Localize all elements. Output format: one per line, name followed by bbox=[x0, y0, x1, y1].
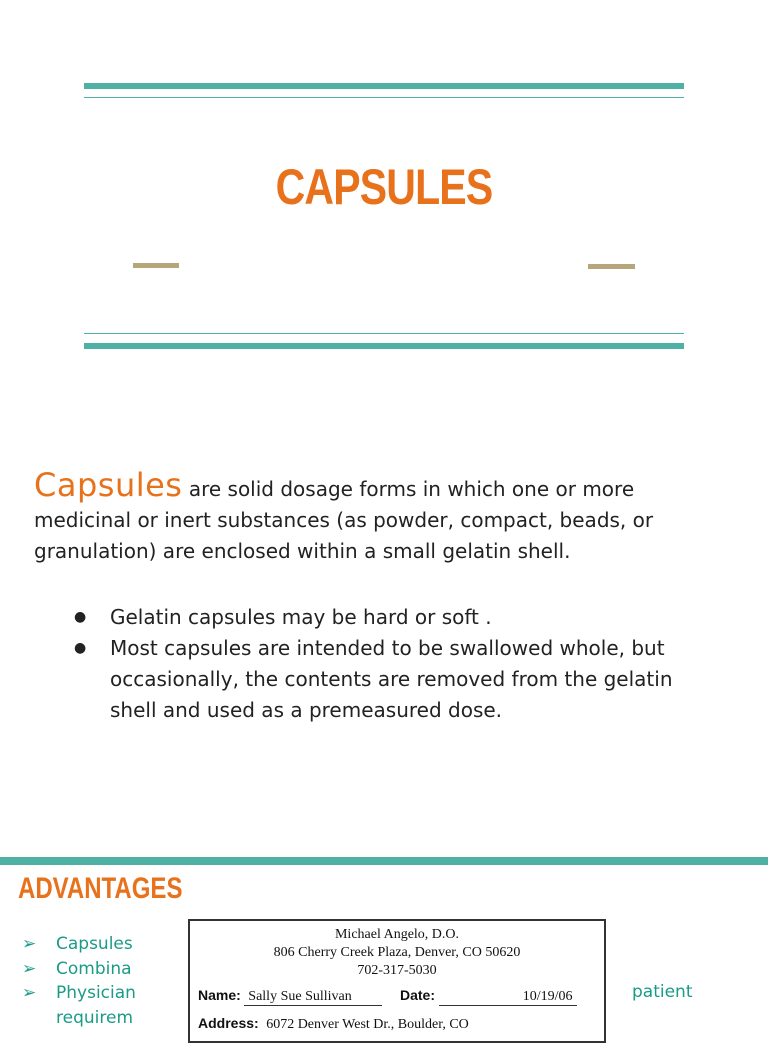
right-dash bbox=[588, 264, 635, 269]
bottom-rule-thick bbox=[84, 343, 684, 349]
address-value: 6072 Denver West Dr., Boulder, CO bbox=[266, 1017, 469, 1032]
list-item bbox=[22, 981, 136, 1006]
date-label: Date: bbox=[400, 987, 436, 1003]
prescription-form bbox=[188, 919, 606, 1043]
top-rule-thin bbox=[84, 97, 684, 98]
bottom-rule-thin bbox=[84, 333, 684, 334]
advantages-title: ADVANTAGES bbox=[18, 872, 183, 905]
list-item-continuation: requirem bbox=[56, 1007, 133, 1028]
date-value: 10/19/06 bbox=[439, 989, 577, 1006]
slide-title: CAPSULES bbox=[275, 159, 493, 215]
bullet-item: ● Most capsules are intended to be swallowed whole, but occasionally, the contents are removed from the gelatin shell and used as a premeasured dose. bbox=[74, 633, 714, 726]
doctor-name: Michael Angelo, D.O. bbox=[334, 927, 460, 942]
intro-term: Capsules bbox=[34, 466, 183, 504]
bullet-item: ● Gelatin capsules may be hard or soft . bbox=[74, 602, 714, 633]
arrow-bullet-icon: ➢ bbox=[22, 983, 37, 1003]
list-item bbox=[22, 957, 136, 982]
patient-text-fragment: patient bbox=[632, 982, 693, 1002]
list-item-text: Physician bbox=[56, 983, 136, 1003]
top-rule-thick bbox=[84, 83, 684, 89]
bullet-list bbox=[74, 602, 714, 726]
doctor-address: 806 Cherry Creek Plaza, Denver, CO 50620 bbox=[273, 945, 521, 960]
list-item-text: Combina bbox=[56, 958, 132, 979]
name-row bbox=[198, 987, 382, 1006]
left-dash bbox=[133, 263, 179, 268]
doctor-phone: 702-317-5030 bbox=[357, 963, 437, 978]
list-item-text: Capsules bbox=[56, 934, 133, 954]
intro-paragraph bbox=[34, 466, 714, 567]
advantages-list bbox=[22, 932, 136, 1030]
arrow-bullet-icon: ➢ bbox=[22, 958, 37, 979]
list-item bbox=[22, 932, 136, 957]
name-value: Sally Sue Sullivan bbox=[244, 989, 382, 1006]
slide2-top-bar bbox=[0, 857, 768, 865]
date-row bbox=[400, 987, 577, 1006]
name-label: Name: bbox=[198, 987, 241, 1003]
arrow-bullet-icon: ➢ bbox=[22, 934, 37, 954]
address-row bbox=[198, 1015, 473, 1033]
intro-text: are solid dosage forms in which one or more medicinal or inert substances (as powder, compact, beads, or granulation) are enclosed within a small gelatin shell. bbox=[34, 477, 654, 563]
address-label: Address: bbox=[198, 1015, 259, 1031]
